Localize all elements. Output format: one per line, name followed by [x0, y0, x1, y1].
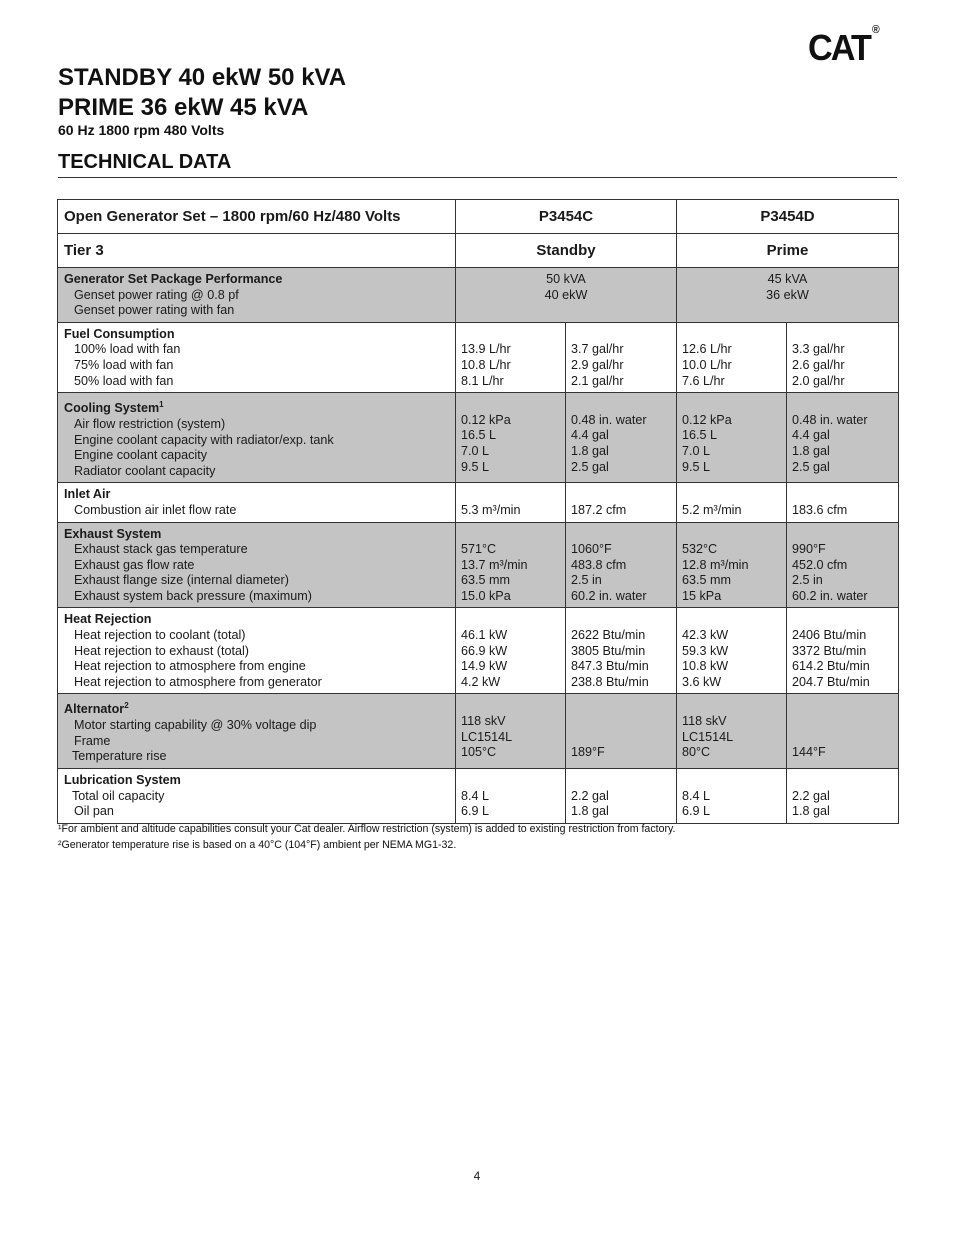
value-cell-standby-metric: [456, 694, 566, 769]
value-cell-prime-imperial: [787, 322, 899, 392]
row-item-label: 50% load with fan: [74, 373, 174, 388]
spacer: [682, 327, 780, 343]
value-text: 3.6 kW: [682, 674, 722, 689]
footnote-1: ¹For ambient and altitude capabilities consult your Cat dealer. Airflow restriction (system) is added to existing restriction from factory.: [58, 823, 676, 835]
page-number: 4: [473, 1169, 481, 1183]
row-label-cell: [58, 483, 456, 522]
value-text: 8.4 L: [461, 788, 490, 803]
row-item-label: 75% load with fan: [74, 357, 174, 372]
spacer: [571, 527, 670, 543]
value-text: 0.48 in. water: [571, 412, 647, 427]
value-text: 5.3 m³/min: [461, 502, 521, 517]
value-text: 10.8 L/hr: [461, 357, 511, 372]
value-text: 9.5 L: [682, 459, 711, 474]
value-text: 36 ekW: [766, 287, 809, 302]
technical-data-table: [57, 199, 899, 824]
value-text: 10.0 L/hr: [682, 357, 732, 372]
value-text: 144°F: [792, 745, 826, 760]
row-item-label: Exhaust stack gas temperature: [74, 542, 248, 557]
value-cell-standby-imperial: [566, 694, 677, 769]
group-title: [64, 272, 449, 288]
value-cell-standby-imperial: [566, 483, 677, 522]
spacer: [461, 698, 559, 714]
value-text: [571, 730, 670, 746]
value-text: 2622 Btu/min: [571, 628, 646, 643]
value-text: 63.5 mm: [461, 573, 510, 588]
spacer: [792, 612, 892, 628]
value-text: 1.8 gal: [571, 804, 609, 819]
footnote-marker: 1: [159, 400, 164, 410]
value-text: 80°C: [682, 745, 711, 760]
row-label-cell: [58, 522, 456, 608]
spacer: [571, 487, 670, 503]
value-text: 3.3 gal/hr: [792, 342, 845, 357]
logo-text: CAT: [808, 27, 871, 68]
row-label-cell: [58, 608, 456, 694]
value-text: 12.6 L/hr: [682, 342, 732, 357]
row-label-cell: [58, 393, 456, 483]
value-text: 50 kVA: [546, 272, 586, 286]
spacer: [792, 527, 892, 543]
row-item-label: Air flow restriction (system): [74, 416, 226, 431]
value-text: LC1514L: [461, 729, 513, 744]
value-cell-prime-metric: [677, 393, 787, 483]
value-text: 40 ekW: [544, 287, 588, 302]
table-row: [58, 608, 899, 694]
value-text: 45 kVA: [767, 272, 808, 286]
value-text: 2.5 gal: [792, 459, 830, 474]
value-cell-prime-metric: [677, 694, 787, 769]
group-title-text: Generator Set Package Performance: [64, 272, 283, 286]
value-cell-prime-metric: [677, 769, 787, 824]
spacer: [571, 698, 670, 714]
row-item-label: Engine coolant capacity: [74, 448, 208, 463]
value-text: 15 kPa: [682, 588, 722, 603]
row-item-label: Motor starting capability @ 30% voltage dip: [74, 718, 317, 733]
value-text: 66.9 kW: [461, 643, 508, 658]
value-text: 4.4 gal: [571, 428, 609, 443]
value-text: 5.2 m³/min: [682, 502, 742, 517]
value-text: 6.9 L: [682, 804, 711, 819]
value-text: 1.8 gal: [792, 804, 830, 819]
row-label-cell: [58, 769, 456, 824]
value-text: 0.12 kPa: [682, 412, 732, 427]
value-cell-standby-metric: [456, 608, 566, 694]
footnote-marker: 2: [124, 701, 129, 711]
value-text: 0.12 kPa: [461, 412, 511, 427]
value-text: 2.6 gal/hr: [792, 357, 845, 372]
value-cell-standby-imperial: [566, 769, 677, 824]
value-cell-prime-metric: [677, 522, 787, 608]
value-text: 614.2 Btu/min: [792, 659, 870, 674]
value-text: 8.1 L/hr: [461, 373, 504, 388]
spacer: [461, 773, 559, 789]
rating-standby: Standby: [456, 234, 677, 268]
cat-logo: [808, 26, 880, 66]
spacer: [792, 773, 892, 789]
value-text: 2.2 gal: [571, 788, 609, 803]
row-item-label: Total oil capacity: [72, 788, 165, 803]
row-item-label: Exhaust system back pressure (maximum): [74, 588, 312, 603]
value-text: 3.7 gal/hr: [571, 342, 624, 357]
tier-label: Tier 3: [58, 234, 456, 268]
row-item-label: Heat rejection to atmosphere from generator: [74, 674, 322, 689]
value-cell-standby-metric: [456, 522, 566, 608]
value-text: LC1514L: [682, 729, 734, 744]
value-cell-prime-imperial: [787, 769, 899, 824]
tier-row: [58, 234, 899, 268]
value-cell-prime-imperial: [787, 608, 899, 694]
row-item-label: Oil pan: [74, 804, 114, 819]
spacer: [792, 327, 892, 343]
section-divider: [58, 177, 897, 178]
row-item-label: Exhaust gas flow rate: [74, 557, 195, 572]
value-cell-standby-metric: [456, 483, 566, 522]
group-title: [64, 397, 449, 417]
spacer: [461, 397, 559, 413]
spacer: [792, 698, 892, 714]
spacer: [571, 612, 670, 628]
table-row: [58, 769, 899, 824]
row-label-cell: [58, 268, 456, 323]
table-header-label: Open Generator Set – 1800 rpm/60 Hz/480 Volts: [58, 200, 456, 234]
value-text: 2.9 gal/hr: [571, 357, 624, 372]
value-cell-standby-imperial: [566, 608, 677, 694]
value-text: 13.7 m³/min: [461, 557, 528, 572]
value-text: 7.6 L/hr: [682, 373, 725, 388]
value-text: 13.9 L/hr: [461, 342, 511, 357]
table-row: [58, 483, 899, 522]
value-text: 59.3 kW: [682, 643, 729, 658]
row-item-label: Radiator coolant capacity: [74, 463, 216, 478]
value-text: 16.5 L: [461, 428, 497, 443]
value-text: 183.6 cfm: [792, 502, 848, 517]
spacer: [461, 612, 559, 628]
value-text: 0.48 in. water: [792, 412, 868, 427]
value-text: 238.8 Btu/min: [571, 674, 649, 689]
spacer: [682, 487, 780, 503]
row-item-label: Heat rejection to atmosphere from engine: [74, 659, 306, 674]
value-cell-prime-imperial: [787, 522, 899, 608]
group-title-text: Alternator: [64, 702, 125, 717]
value-cell-standby-metric: [456, 393, 566, 483]
row-item-label: 100% load with fan: [74, 342, 181, 357]
spacer: [792, 397, 892, 413]
value-cell-prime-metric: [677, 483, 787, 522]
value-text: 9.5 L: [461, 459, 490, 474]
group-title: [64, 487, 449, 503]
spacer: [682, 527, 780, 543]
group-title: [64, 612, 449, 628]
value-text: 2.2 gal: [792, 788, 830, 803]
value-cell-prime-imperial: [787, 393, 899, 483]
table-row: [58, 522, 899, 608]
spacer: [461, 527, 559, 543]
row-item-label: Exhaust flange size (internal diameter): [74, 573, 289, 588]
value-text: 105°C: [461, 745, 497, 760]
page-title-prime: PRIME 36 ekW 45 kVA: [58, 94, 309, 121]
value-text: 204.7 Btu/min: [792, 674, 870, 689]
value-text: 118 skV: [682, 714, 727, 729]
value-text: 3805 Btu/min: [571, 643, 646, 658]
value-text: 3372 Btu/min: [792, 643, 867, 658]
value-text: 2406 Btu/min: [792, 628, 867, 643]
row-item-label: Combustion air inlet flow rate: [74, 502, 237, 517]
page-subtitle: 60 Hz 1800 rpm 480 Volts: [58, 122, 225, 138]
table-row: [58, 268, 899, 323]
value-text: 60.2 in. water: [571, 588, 647, 603]
section-heading: TECHNICAL DATA: [58, 151, 232, 173]
value-text: [571, 714, 670, 730]
spacer: [792, 487, 892, 503]
group-title-text: Exhaust System: [64, 526, 162, 541]
spacer: [461, 327, 559, 343]
column-header-p3454c: P3454C: [456, 200, 677, 234]
value-text: 1.8 gal: [571, 443, 609, 458]
spacer: [682, 698, 780, 714]
value-text: 483.8 cfm: [571, 557, 627, 572]
value-cell-p3454d: [677, 268, 899, 323]
spacer: [682, 773, 780, 789]
group-title-text: Cooling System: [64, 401, 160, 416]
value-text: 10.8 kW: [682, 659, 729, 674]
registered-mark: ®: [871, 24, 880, 36]
value-text: [792, 730, 892, 746]
spacer: [571, 327, 670, 343]
group-title: [64, 698, 449, 718]
value-cell-prime-metric: [677, 608, 787, 694]
value-text: 7.0 L: [682, 443, 711, 458]
spacer: [682, 612, 780, 628]
value-cell-standby-metric: [456, 322, 566, 392]
value-text: 2.5 gal: [571, 459, 609, 474]
row-item-label: Heat rejection to coolant (total): [74, 628, 246, 643]
value-text: 2.1 gal/hr: [571, 373, 624, 388]
value-text: 118 skV: [461, 714, 506, 729]
row-item-label: Genset power rating @ 0.8 pf: [74, 287, 239, 302]
value-text: 7.0 L: [461, 443, 490, 458]
value-text: 1060°F: [571, 542, 612, 557]
value-cell-standby-imperial: [566, 522, 677, 608]
page-title-standby: STANDBY 40 ekW 50 kVA: [58, 64, 347, 91]
row-item-label: Engine coolant capacity with radiator/exp. tank: [74, 432, 334, 447]
value-text: 532°C: [682, 542, 718, 557]
group-title-text: Heat Rejection: [64, 612, 152, 627]
value-text: 187.2 cfm: [571, 502, 627, 517]
value-text: 571°C: [461, 542, 497, 557]
footnote-2: ²Generator temperature rise is based on a 40°C (104°F) ambient per NEMA MG1-32.: [58, 839, 457, 851]
group-title: [64, 527, 449, 543]
value-cell-p3454c: [456, 268, 677, 323]
value-cell-standby-metric: [456, 769, 566, 824]
rating-prime: Prime: [677, 234, 899, 268]
value-cell-prime-imperial: [787, 483, 899, 522]
value-text: 2.5 in: [792, 573, 823, 588]
value-text: 6.9 L: [461, 804, 490, 819]
group-title-text: Lubrication System: [64, 773, 181, 787]
group-title: [64, 327, 449, 343]
value-text: 63.5 mm: [682, 573, 731, 588]
group-title-text: Fuel Consumption: [64, 326, 175, 341]
value-cell-prime-imperial: [787, 694, 899, 769]
row-label-cell: [58, 694, 456, 769]
value-cell-standby-imperial: [566, 322, 677, 392]
value-text: 847.3 Btu/min: [571, 659, 649, 674]
row-item-label: Genset power rating with fan: [74, 303, 235, 318]
row-item-label: Heat rejection to exhaust (total): [74, 643, 250, 658]
value-text: 60.2 in. water: [792, 588, 868, 603]
group-title: [64, 773, 449, 789]
value-text: 12.8 m³/min: [682, 557, 749, 572]
value-text: 2.5 in: [571, 573, 602, 588]
value-cell-prime-metric: [677, 322, 787, 392]
group-title-text: Inlet Air: [64, 487, 111, 502]
column-header-p3454d: P3454D: [677, 200, 899, 234]
spacer: [571, 773, 670, 789]
value-text: 4.4 gal: [792, 428, 830, 443]
row-item-label: Frame: [74, 733, 111, 748]
table-row: [58, 694, 899, 769]
spacer: [571, 397, 670, 413]
value-text: 42.3 kW: [682, 628, 729, 643]
value-text: 189°F: [571, 745, 605, 760]
row-item-label: Temperature rise: [72, 749, 167, 764]
table-row: [58, 393, 899, 483]
value-text: 16.5 L: [682, 428, 718, 443]
value-text: 14.9 kW: [461, 659, 508, 674]
row-label-cell: [58, 322, 456, 392]
spacer: [461, 487, 559, 503]
value-text: 46.1 kW: [461, 628, 508, 643]
value-text: 990°F: [792, 542, 826, 557]
table-header-row: [58, 200, 899, 234]
value-text: 8.4 L: [682, 788, 711, 803]
value-text: 4.2 kW: [461, 674, 501, 689]
value-text: 1.8 gal: [792, 443, 830, 458]
value-text: 2.0 gal/hr: [792, 373, 845, 388]
value-cell-standby-imperial: [566, 393, 677, 483]
value-text: 452.0 cfm: [792, 557, 848, 572]
value-text: 15.0 kPa: [461, 588, 511, 603]
table-row: [58, 322, 899, 392]
value-text: [792, 714, 892, 730]
spacer: [682, 397, 780, 413]
